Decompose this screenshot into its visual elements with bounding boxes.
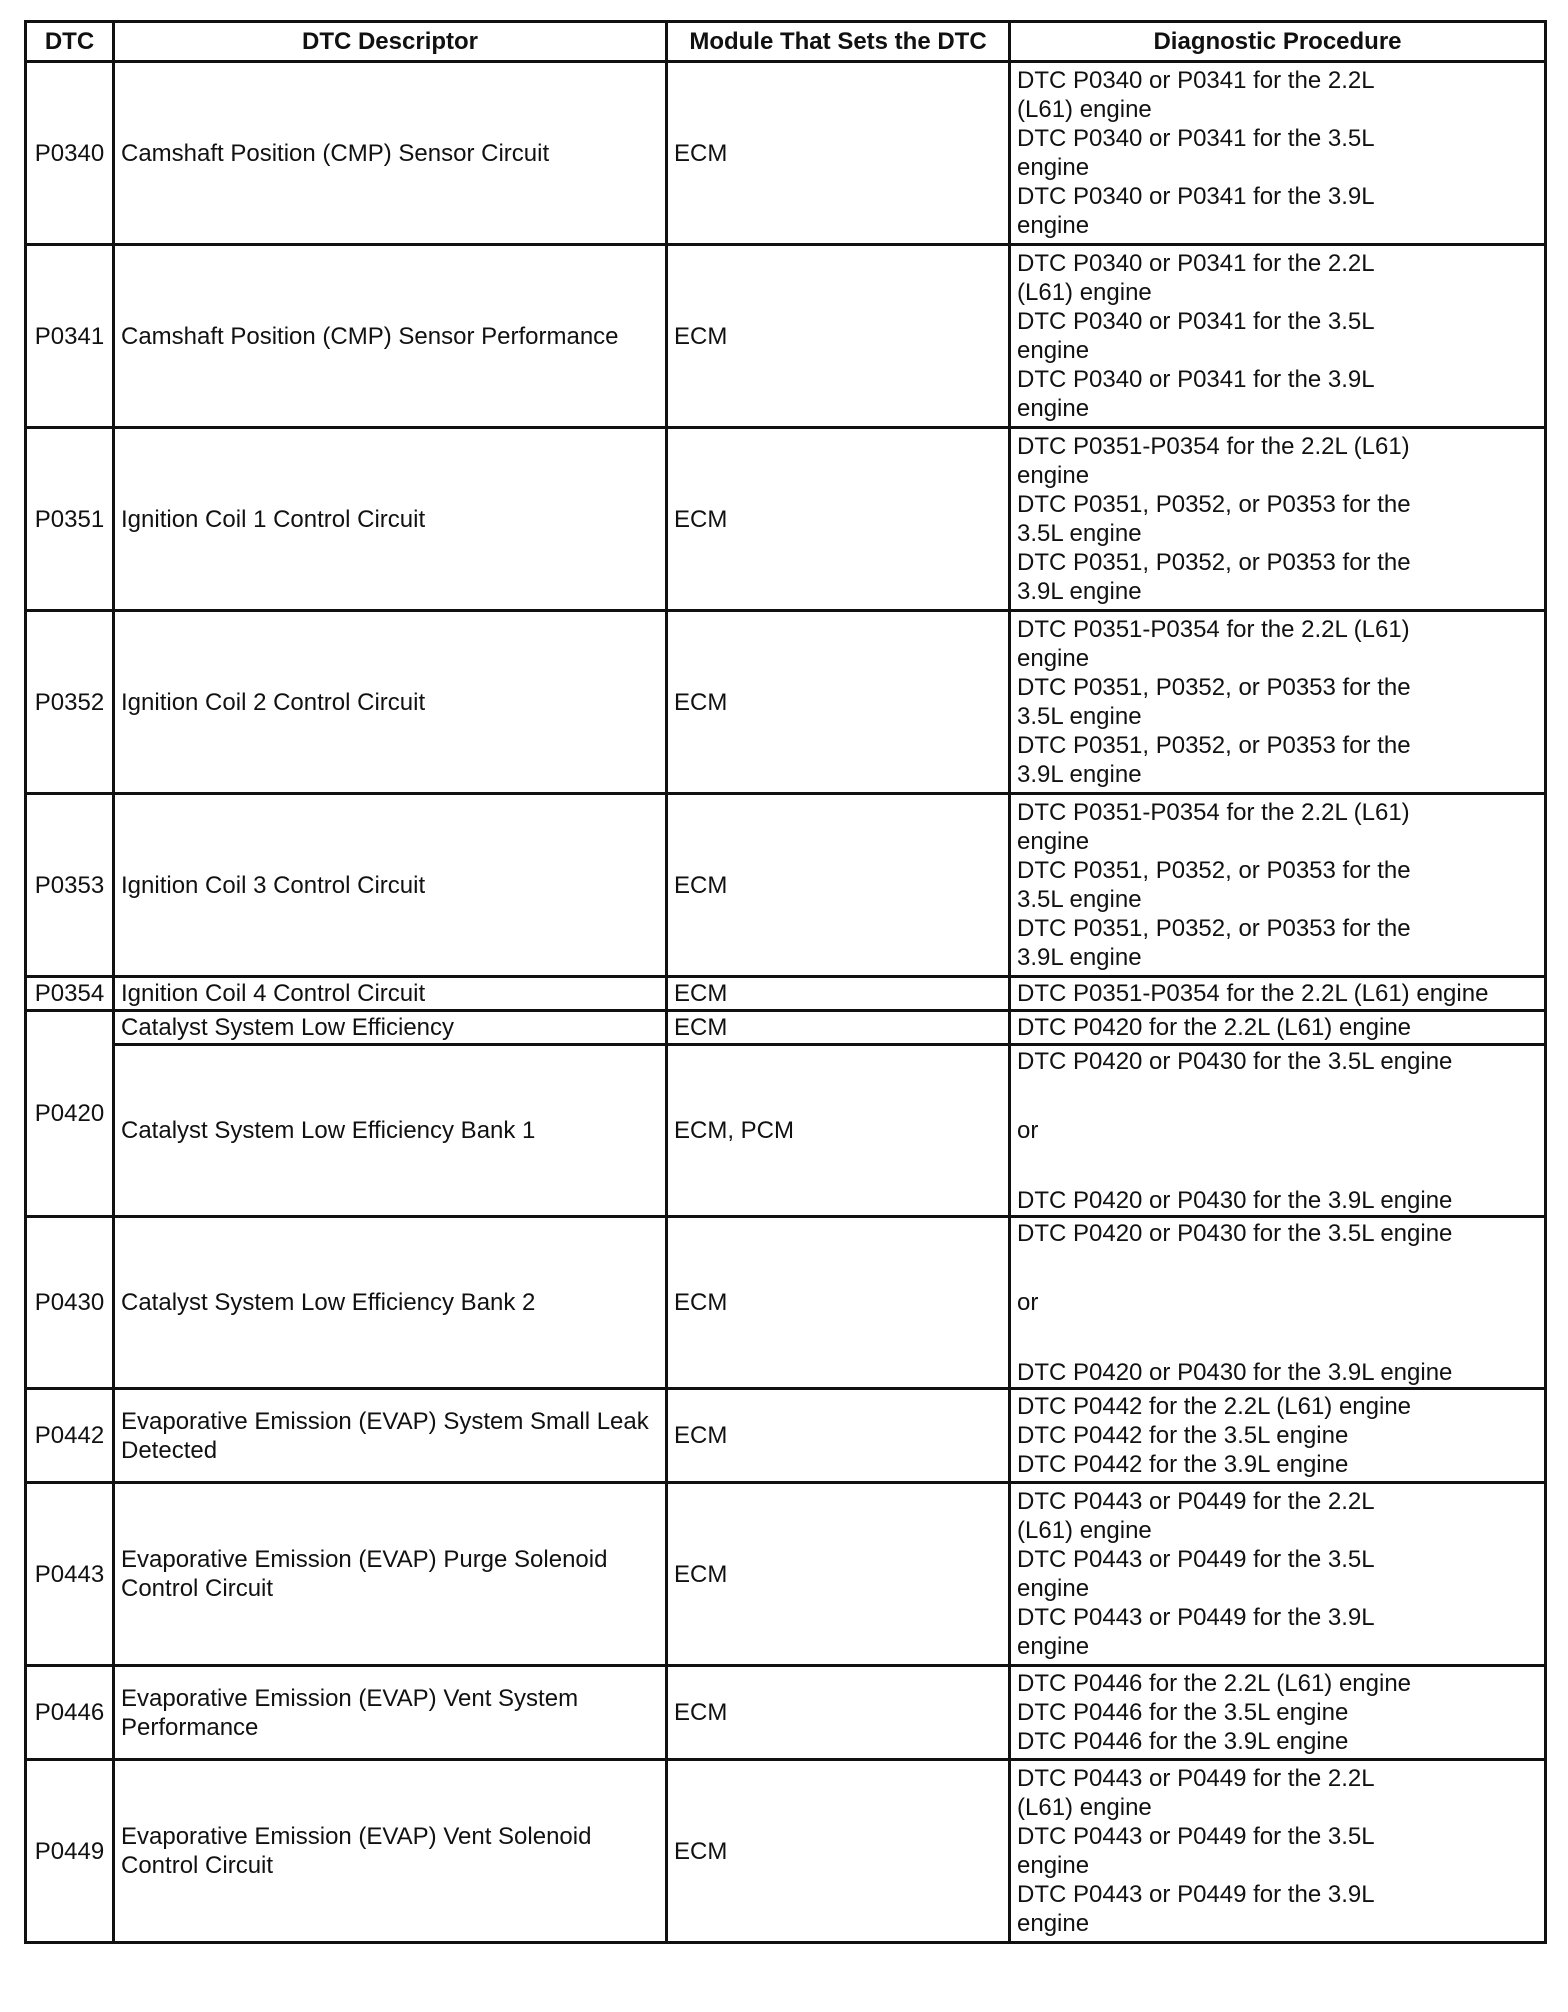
- dtc-descriptor: Catalyst System Low Efficiency Bank 1: [114, 1045, 667, 1217]
- dtc-descriptor: Ignition Coil 4 Control Circuit: [114, 977, 667, 1011]
- procedure-line: DTC P0351, P0352, or P0353 for the: [1017, 549, 1411, 576]
- dtc-code: P0352: [26, 611, 114, 794]
- procedure-line: DTC P0340 or P0341 for the 2.2L: [1017, 67, 1375, 94]
- dtc-code: P0442: [26, 1389, 114, 1483]
- dtc-descriptor: Camshaft Position (CMP) Sensor Circuit: [114, 62, 667, 245]
- dtc-module: ECM: [667, 1760, 1010, 1943]
- table-row: [26, 1045, 1546, 1217]
- dtc-code: P0430: [26, 1217, 114, 1389]
- procedure-line: 3.5L engine: [1017, 703, 1142, 730]
- table-row: [26, 62, 1546, 245]
- dtc-descriptor: Catalyst System Low Efficiency Bank 2: [114, 1217, 667, 1389]
- diagnostic-procedure: [1010, 794, 1546, 977]
- dtc-code: P0354: [26, 977, 114, 1011]
- procedure-line: engine: [1017, 1852, 1090, 1879]
- dtc-module: ECM: [667, 611, 1010, 794]
- dtc-code: P0353: [26, 794, 114, 977]
- dtc-module: ECM: [667, 428, 1010, 611]
- table-row: [26, 611, 1546, 794]
- procedure-line: DTC P0442 for the 3.9L engine: [1017, 1451, 1349, 1478]
- procedure-line: DTC P0340 or P0341 for the 3.5L: [1017, 308, 1375, 335]
- table-row: [26, 1666, 1546, 1760]
- dtc-descriptor: Ignition Coil 2 Control Circuit: [114, 611, 667, 794]
- procedure-line: 3.9L engine: [1017, 578, 1142, 605]
- procedure-line: DTC P0351, P0352, or P0353 for the: [1017, 491, 1411, 518]
- table-row: [26, 428, 1546, 611]
- dtc-descriptor: Evaporative Emission (EVAP) Vent System Performance: [114, 1666, 667, 1760]
- procedure-line: engine: [1017, 645, 1090, 672]
- dtc-module: ECM, PCM: [667, 1045, 1010, 1217]
- procedure-line: DTC P0443 or P0449 for the 2.2L: [1017, 1488, 1375, 1515]
- procedure-or: or: [1017, 1117, 1039, 1144]
- procedure-line: DTC P0443 or P0449 for the 3.9L: [1017, 1881, 1375, 1908]
- procedure-line: DTC P0351-P0354 for the 2.2L (L61): [1017, 616, 1410, 643]
- procedure-line: DTC P0420 or P0430 for the 3.5L engine: [1017, 1219, 1453, 1247]
- dtc-descriptor: Evaporative Emission (EVAP) Purge Solenoid Control Circuit: [114, 1483, 667, 1666]
- procedure-line: DTC P0446 for the 2.2L (L61) engine: [1017, 1670, 1412, 1697]
- procedure-line: engine: [1017, 828, 1090, 855]
- procedure-line: DTC P0420 or P0430 for the 3.9L engine: [1017, 1358, 1453, 1386]
- procedure-line: DTC P0420 for the 2.2L (L61) engine: [1017, 1014, 1412, 1041]
- procedure-line: 3.9L engine: [1017, 761, 1142, 788]
- procedure-line: engine: [1017, 395, 1090, 422]
- procedure-line: (L61) engine: [1017, 96, 1152, 123]
- dtc-descriptor: Ignition Coil 3 Control Circuit: [114, 794, 667, 977]
- procedure-line: DTC P0351, P0352, or P0353 for the: [1017, 857, 1411, 884]
- table-row: [26, 977, 1546, 1011]
- diagnostic-procedure: [1010, 428, 1546, 611]
- table-row: [26, 794, 1546, 977]
- header-descriptor: DTC Descriptor: [114, 22, 667, 62]
- procedure-line: DTC P0443 or P0449 for the 3.5L: [1017, 1823, 1375, 1850]
- dtc-module: ECM: [667, 1217, 1010, 1389]
- dtc-module: ECM: [667, 245, 1010, 428]
- diagnostic-procedure: [1010, 245, 1546, 428]
- table-row: [26, 1760, 1546, 1943]
- dtc-code: P0341: [26, 245, 114, 428]
- dtc-code: P0340: [26, 62, 114, 245]
- diagnostic-procedure: [1010, 1483, 1546, 1666]
- dtc-module: ECM: [667, 1011, 1010, 1045]
- diagnostic-procedure: [1010, 1011, 1546, 1045]
- procedure-line: DTC P0446 for the 3.9L engine: [1017, 1728, 1349, 1755]
- dtc-module: ECM: [667, 62, 1010, 245]
- dtc-descriptor: Evaporative Emission (EVAP) Vent Solenoid Control Circuit: [114, 1760, 667, 1943]
- header-row: [26, 22, 1546, 62]
- procedure-line: DTC P0351-P0354 for the 2.2L (L61): [1017, 799, 1410, 826]
- dtc-descriptor: Evaporative Emission (EVAP) System Small Leak Detected: [114, 1389, 667, 1483]
- dtc-module: ECM: [667, 1666, 1010, 1760]
- table-row: [26, 1011, 1546, 1045]
- procedure-line: engine: [1017, 462, 1090, 489]
- procedure-line: 3.9L engine: [1017, 944, 1142, 971]
- diagnostic-procedure: [1010, 62, 1546, 245]
- table-row: [26, 1389, 1546, 1483]
- procedure-line: DTC P0420 or P0430 for the 3.9L engine: [1017, 1186, 1453, 1214]
- procedure-line: engine: [1017, 154, 1090, 181]
- procedure-line: DTC P0442 for the 2.2L (L61) engine: [1017, 1393, 1412, 1420]
- procedure-line: DTC P0351-P0354 for the 2.2L (L61): [1017, 433, 1410, 460]
- dtc-descriptor: Catalyst System Low Efficiency: [114, 1011, 667, 1045]
- diagnostic-procedure: [1010, 1217, 1546, 1389]
- procedure-line: engine: [1017, 1910, 1090, 1937]
- diagnostic-procedure: [1010, 1666, 1546, 1760]
- procedure-line: DTC P0351, P0352, or P0353 for the: [1017, 674, 1411, 701]
- dtc-code: P0446: [26, 1666, 114, 1760]
- diagnostic-procedure: [1010, 1045, 1546, 1217]
- diagnostic-procedure: [1010, 611, 1546, 794]
- diagnostic-procedure: [1010, 1760, 1546, 1943]
- procedure-line: DTC P0340 or P0341 for the 3.5L: [1017, 125, 1375, 152]
- procedure-line: DTC P0443 or P0449 for the 2.2L: [1017, 1765, 1375, 1792]
- procedure-line: (L61) engine: [1017, 279, 1152, 306]
- header-dtc: DTC: [26, 22, 114, 62]
- procedure-line: DTC P0443 or P0449 for the 3.9L: [1017, 1604, 1375, 1631]
- procedure-line: 3.5L engine: [1017, 520, 1142, 547]
- procedure-line: 3.5L engine: [1017, 886, 1142, 913]
- procedure-line: (L61) engine: [1017, 1794, 1152, 1821]
- procedure-line: DTC P0442 for the 3.5L engine: [1017, 1422, 1349, 1449]
- procedure-line: DTC P0351, P0352, or P0353 for the: [1017, 732, 1411, 759]
- dtc-code: P0449: [26, 1760, 114, 1943]
- dtc-descriptor: Ignition Coil 1 Control Circuit: [114, 428, 667, 611]
- procedure-line: DTC P0351, P0352, or P0353 for the: [1017, 915, 1411, 942]
- table-row: [26, 1483, 1546, 1666]
- procedure-line: DTC P0446 for the 3.5L engine: [1017, 1699, 1349, 1726]
- table-row: [26, 245, 1546, 428]
- procedure-line: DTC P0351-P0354 for the 2.2L (L61) engine: [1017, 980, 1489, 1007]
- dtc-code: P0443: [26, 1483, 114, 1666]
- dtc-module: ECM: [667, 794, 1010, 977]
- dtc-table: [24, 20, 1547, 1944]
- procedure-line: DTC P0340 or P0341 for the 3.9L: [1017, 366, 1375, 393]
- dtc-module: ECM: [667, 977, 1010, 1011]
- dtc-module: ECM: [667, 1483, 1010, 1666]
- procedure-line: (L61) engine: [1017, 1517, 1152, 1544]
- dtc-code: P0351: [26, 428, 114, 611]
- procedure-line: engine: [1017, 212, 1090, 239]
- dtc-descriptor: Camshaft Position (CMP) Sensor Performance: [114, 245, 667, 428]
- procedure-line: DTC P0340 or P0341 for the 2.2L: [1017, 250, 1375, 277]
- procedure-line: DTC P0340 or P0341 for the 3.9L: [1017, 183, 1375, 210]
- procedure-or: or: [1017, 1289, 1039, 1316]
- dtc-module: ECM: [667, 1389, 1010, 1483]
- diagnostic-procedure: [1010, 1389, 1546, 1483]
- procedure-line: DTC P0420 or P0430 for the 3.5L engine: [1017, 1047, 1453, 1075]
- procedure-line: engine: [1017, 337, 1090, 364]
- dtc-code: P0420: [26, 1011, 114, 1217]
- header-procedure: Diagnostic Procedure: [1010, 22, 1546, 62]
- diagnostic-procedure: [1010, 977, 1546, 1011]
- table-row: [26, 1217, 1546, 1389]
- procedure-line: DTC P0443 or P0449 for the 3.5L: [1017, 1546, 1375, 1573]
- procedure-line: engine: [1017, 1633, 1090, 1660]
- procedure-line: engine: [1017, 1575, 1090, 1602]
- header-module: Module That Sets the DTC: [667, 22, 1010, 62]
